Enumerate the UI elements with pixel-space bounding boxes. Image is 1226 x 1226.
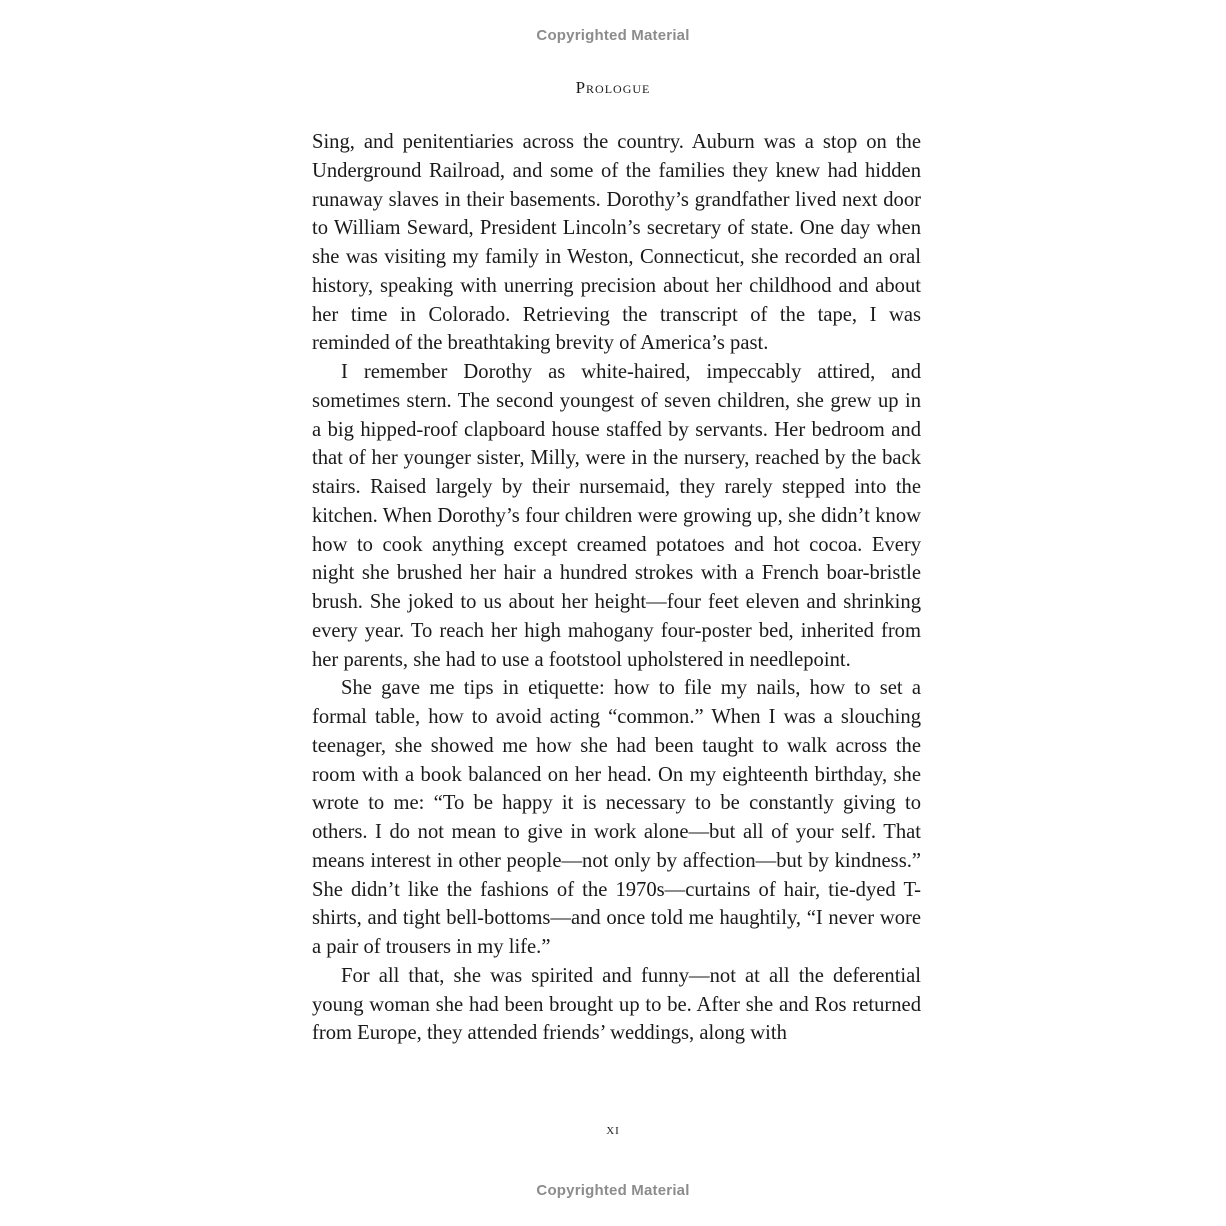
running-head: Prologue (575, 78, 651, 97)
copyright-watermark-bottom: Copyrighted Material (536, 1182, 690, 1199)
paragraph: I remember Dorothy as white-haired, impeccably attired, and sometimes stern. The second youngest of seven children, she grew up in a big hipped-roof clapboard house staffed by servants. Her bedroom and that of her younger sister, Milly, were in the nursery, reached by the back stairs. Raised largely by their nursemaid, they rarely stepped into the kitchen. When Dorothy’s four children were growing up, she didn’t know how to cook anything except creamed potatoes and hot cocoa. Every night she brushed her hair a hundred strokes with a French boar-bristle brush. She joked to us about her height—four feet eleven and shrinking every year. To reach her high mahogany four-poster bed, inherited from her parents, she had to use a footstool upholstered in needlepoint. (312, 361, 921, 671)
body-text (312, 128, 921, 1048)
paragraph-continued: Sing, and penitentiaries across the country. Auburn was a stop on the Underground Railroad, and some of the families they knew had hidden runaway slaves in their basements. Dorothy’s grandfather lived next door to William Seward, President Lincoln’s secretary of state. One day when she was visiting my family in Weston, Connecticut, she recorded an oral history, speaking with unerring precision about her childhood and about her time in Colorado. Retrieving the transcript of the tape, I was reminded of the breathtaking brevity of America’s past. (312, 131, 921, 355)
paragraph: For all that, she was spirited and funny—not at all the deferential young woman she had been brought up to be. After she and Ros returned from Europe, they attended friends’ weddings, along with (312, 964, 921, 1045)
paragraph: She gave me tips in etiquette: how to file my nails, how to set a formal table, how to avoid acting “common.” When I was a slouching teenager, she showed me how she had been taught to walk across the room with a book balanced on her head. On my eighteenth birthday, she wrote to me: “To be happy it is necessary to be constantly giving to others. I do not mean to give in work alone—but all of your self. That means interest in other people—not only by affection—but by kindness.” She didn’t like the fashions of the 1970s—curtains of hair, tie-dyed T-shirts, and tight bell-bottoms—and once told me haughtily, “I never wore a pair of trousers in my life.” (312, 677, 921, 958)
page-number: xi (606, 1122, 620, 1138)
copyright-watermark-top: Copyrighted Material (536, 27, 690, 44)
